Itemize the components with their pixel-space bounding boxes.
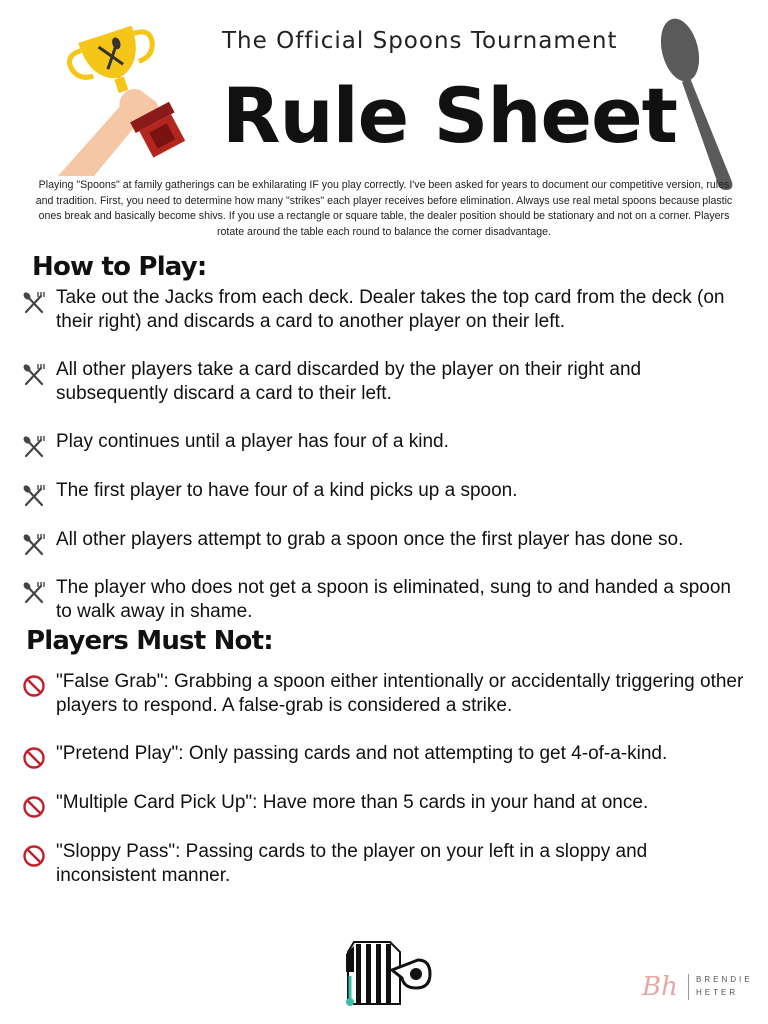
trophy-icon [58,18,198,178]
must-not-item-text: "Sloppy Pass": Passing cards to the player on your left in a sloppy and inconsistent manner. [56,841,648,886]
how-to-play-item-text: All other players attempt to grab a spoon once the first player has done so. [56,529,684,550]
how-to-play-item-text: The player who does not get a spoon is eliminated, sung to and handed a spoon to walk away in shame. [56,577,731,622]
fork-spoon-crossed-icon [20,288,48,316]
fork-spoon-crossed-icon [20,481,48,509]
intro-paragraph: Playing "Spoons" at family gatherings can be exhilarating IF you play correctly. I've been asked for years to document our competitive version, rules and tradition. First, you need to determine how many "strikes" each player receives before elimination. Always use real metal spoons because plastic ones break and basically become shivs. If you use a rectangle or square table, the dealer position should be stationary and not on a corner. Players rotate around the table each round to balance the corner disadvantage. [35,179,733,238]
brand-name-first: BRENDIE [696,975,753,984]
how-to-play-item-text: The first player to have four of a kind picks up a spoon. [56,480,518,501]
fork-spoon-crossed-icon [20,432,48,460]
how-to-play-item-text: Take out the Jacks from each deck. Dealer takes the top card from the deck (on their right) and discards a card to another player on their left. [56,287,725,332]
must-not-item-text: "Multiple Card Pick Up": Have more than 5 cards in your hand at once. [56,792,649,813]
fork-spoon-crossed-icon [20,578,48,606]
brand-name-last: HETER [696,988,739,997]
page-title: Rule Sheet [222,71,677,160]
how-to-play-item-text: Play continues until a player has four of a kind. [56,431,449,452]
fork-spoon-crossed-icon [20,360,48,388]
prohibited-icon [20,793,48,821]
players-must-not-heading: Players Must Not: [26,626,273,656]
page-subtitle: The Official Spoons Tournament [222,28,618,54]
brand-divider [688,974,689,1000]
how-to-play-item-text: All other players take a card discarded by the player on their right and subsequently discard a card to their left. [56,359,642,404]
how-to-play-heading: How to Play: [32,252,207,282]
prohibited-icon [20,842,48,870]
must-not-item-text: "False Grab": Grabbing a spoon either intentionally or accidentally triggering other players to respond. A false-grab is considered a strike. [56,671,744,716]
prohibited-icon [20,672,48,700]
fork-spoon-crossed-icon [20,530,48,558]
prohibited-icon [20,744,48,772]
brand-logo [642,970,760,1014]
must-not-item-text: "Pretend Play": Only passing cards and not attempting to get 4-of-a-kind. [56,743,668,764]
brand-monogram: Bh [642,972,678,1002]
referee-whistle-icon [336,936,432,1008]
